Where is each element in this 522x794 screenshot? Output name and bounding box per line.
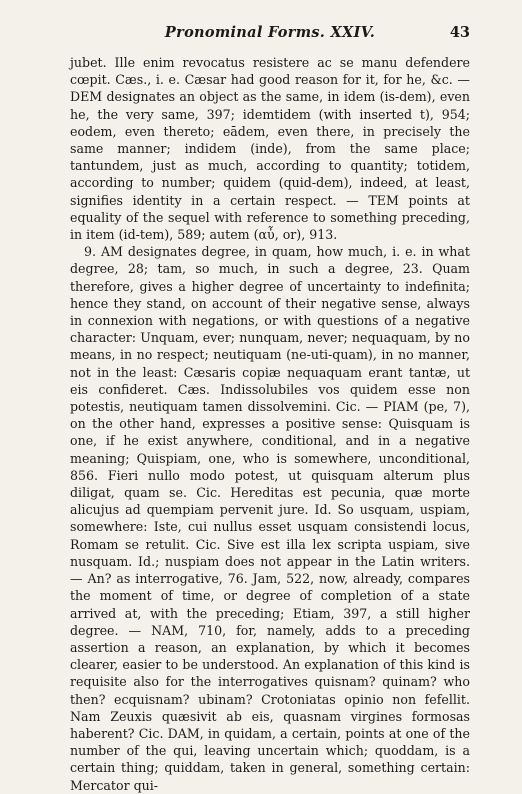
running-title: Pronominal Forms. XXIV.: [164, 24, 376, 41]
page-number: 43: [449, 24, 470, 41]
body-text: [70, 54, 470, 794]
paragraph: 9. AM designates degree, in quam, how much, i. e. in what degree, 28; tam, so much, in such a degree, 23. Quam therefore, gives a higher degree of uncertainty to indefinita; hence they stand, on account of their negative sense, always in connexion with negations, or with questions of a negative character: Unquam, ever; nunquam, never; nequaquam, by no means, in no respect; neutiquam (ne-uti-quam), in no manner, not in the least: Cæsaris copiæ nequaquam erant tantæ, ut eis confideret. Cæs. Indissolubiles vos quidem esse non potestis, neutiquam tamen dissolvemini. Cic. — PIAM (pe, 7), on the other hand, expresses a positive sense: Quisquam is one, if he exist anywhere, conditional, and in a negative meaning; Quispiam, one, who is somewhere, unconditional, 856. Fieri nullo modo potest, ut quisquam alterum plus diligat, quam se. Cic. Hereditas est pecunia, quæ morte alicujus ad quempiam pervenit jure. Id. So usquam, uspiam, somewhere: Iste, cui nullus esset usquam consistendi locus, Romam se retulit. Cic. Sive est illa lex scripta uspiam, sive nusquam. Id.; nuspiam does not appear in the Latin writers. — An? as interrogative, 76. Jam, 522, now, already, compares the moment of time, or degree of completion of a state arrived at, with the preceding; Etiam, 397, a still higher degree. — NAM, 710, for, namely, adds to a preceding assertion a reason, an explanation, by which it becomes clearer, easier to be understood. An explanation of this kind is requisite also for the interrogatives quisnam? quinam? who then? ecquisnam? ubinam? Crotoniatas opinio non fefellit. Nam Zeuxis quæsivit ab eis, quasnam virgines formosas haberent? Cic. DAM, in quidam, a certain, points at one of the number of the qui, leaving uncertain which; quoddam, is a certain thing; quiddam, taken in general, something certain: Mercator qui-: [70, 244, 470, 793]
paragraph: jubet. Ille enim revocatus resistere ac se manu defendere cœpit. Cæs., i. e. Cæsar had good reason for it, for he, &c. — DEM designates an object as the same, in idem (is-dem), even he, the very same, 397; idemtidem (with inserted t), 954; eodem, even thereto; eādem, even there, in precisely the same manner; indidem (inde), from the same place; tantundem, just as much, according to quantity; totidem, according to number; quidem (quid-dem), indeed, at least, signifies identity in a certain respect. — TEM points at equality of the sequel with reference to something preceding, in item (id-tem), 589; autem (αὖ, or), 913.: [70, 55, 470, 243]
running-head: [70, 22, 470, 44]
